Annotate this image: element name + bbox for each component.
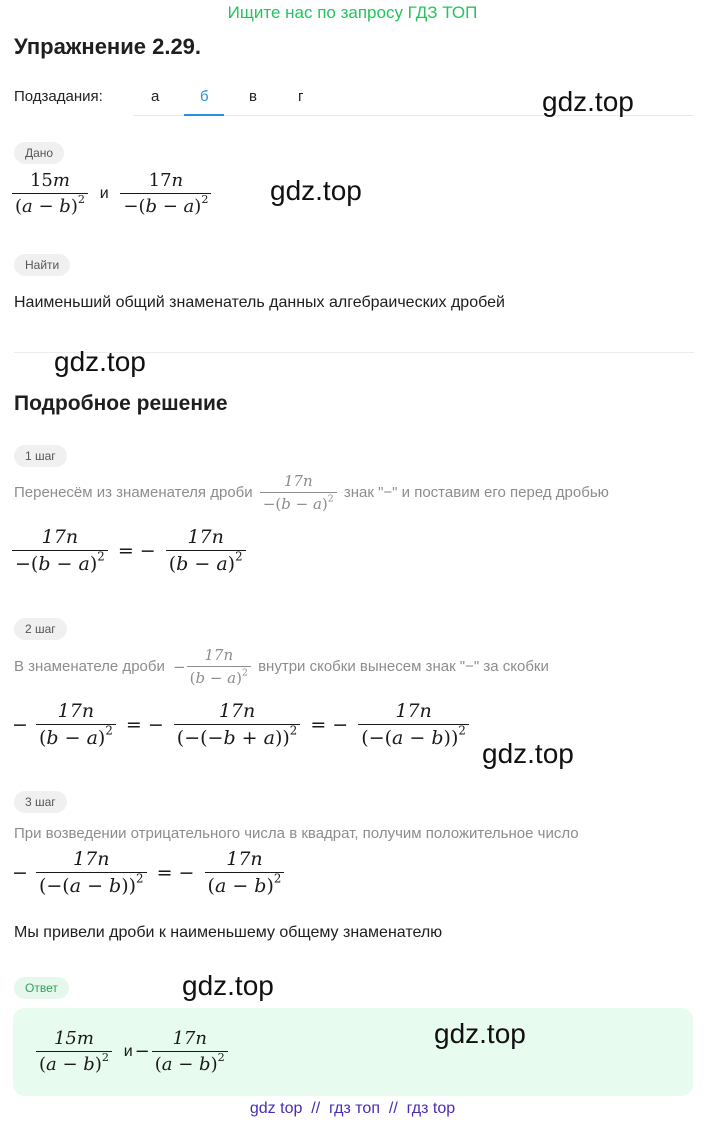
step2-text-after: внутри скобки вынесем знак "−" за скобки <box>258 658 549 675</box>
given-fractions <box>12 170 211 217</box>
watermark: gdz.top <box>434 1018 526 1049</box>
subtask-tab-v[interactable]: в <box>249 88 257 105</box>
given-fraction-1-numerator: 15m <box>12 170 88 194</box>
find-label: Найти <box>14 254 70 276</box>
step1-equation: $\frac{17n}{-(b - a)^2}$ = − $\frac{17n}{(b - a)^2}$ <box>12 526 246 575</box>
step2-text-before: В знаменателе дроби <box>14 658 165 675</box>
step2-text <box>14 646 549 687</box>
watermark: gdz.top <box>54 346 146 377</box>
step2-equation: − $\frac{17n}{(b - a)^2}$ = − $\frac{17n}{(-(-b + a))^2}$ = − $\frac{17n}{(-(a - b))^2}$ <box>12 700 469 749</box>
step1-text-before: Перенесём из знаменателя дроби <box>14 484 253 501</box>
watermark: gdz.top <box>542 86 634 117</box>
step1-inline-fraction: $\frac{17n}{-(b - a)^2}$ <box>260 472 337 513</box>
step1-label: 1 шаг <box>14 445 67 467</box>
footer-links[interactable]: gdz top // гдз топ // гдз top <box>249 1100 456 1117</box>
given-fraction-2: $\frac{17n}{-(b - a)^2}$ <box>120 170 211 217</box>
find-text: Наименьший общий знаменатель данных алгебраических дробей <box>14 294 505 311</box>
top-banner[interactable]: Ищите нас по запросу ГДЗ ТОП <box>227 3 478 22</box>
step2-label: 2 шаг <box>14 618 67 640</box>
step3-badge <box>14 791 67 813</box>
subtask-tab-a[interactable]: а <box>151 88 160 105</box>
find-badge <box>14 254 70 276</box>
step3-label: 3 шаг <box>14 791 67 813</box>
subtasks-label: Подзадания: <box>14 88 103 105</box>
given-fraction-2-numerator: 17n <box>120 170 211 194</box>
solution-title: Подробное решение <box>14 392 228 415</box>
given-label: Дано <box>14 142 64 164</box>
step2-badge <box>14 618 67 640</box>
given-badge <box>14 142 64 164</box>
step1-text-after: знак "−" и поставим его перед дробью <box>343 484 609 501</box>
exercise-title: Упражнение 2.29. <box>14 34 202 59</box>
step3-text: При возведении отрицательного числа в квадрат, получим положительное число <box>14 825 579 842</box>
conclusion-text: Мы привели дроби к наименьшему общему знаменателю <box>14 924 443 941</box>
given-fraction-1: $\frac{15m}{(a - b)^2}$ <box>12 170 88 217</box>
answer-fractions: $\frac{15m}{(a - b)^2}$ и − $\frac{17n}{(a - b)^2}$ <box>36 1028 228 1075</box>
and-text: и <box>99 184 109 202</box>
active-tab-indicator <box>184 114 224 116</box>
watermark: gdz.top <box>482 738 574 769</box>
step2-inline-fraction: − $\frac{17n}{(b - a)^2}$ <box>172 646 251 687</box>
given-fraction-2-denominator: −(b − a) <box>123 196 202 217</box>
watermark: gdz.top <box>182 970 274 1001</box>
answer-label: Ответ <box>14 977 69 999</box>
answer-badge <box>14 977 69 999</box>
step3-equation: − $\frac{17n}{(-(a - b))^2}$ = − $\frac{17n}{(a - b)^2}$ <box>12 848 284 897</box>
step1-badge <box>14 445 67 467</box>
watermark: gdz.top <box>270 175 362 206</box>
answer-and-text: и <box>123 1042 133 1060</box>
step1-text <box>14 472 609 513</box>
given-fraction-1-denominator: (a − b) <box>15 196 78 217</box>
subtask-tab-b[interactable]: б <box>200 88 209 105</box>
subtask-tab-g[interactable]: г <box>298 88 304 105</box>
